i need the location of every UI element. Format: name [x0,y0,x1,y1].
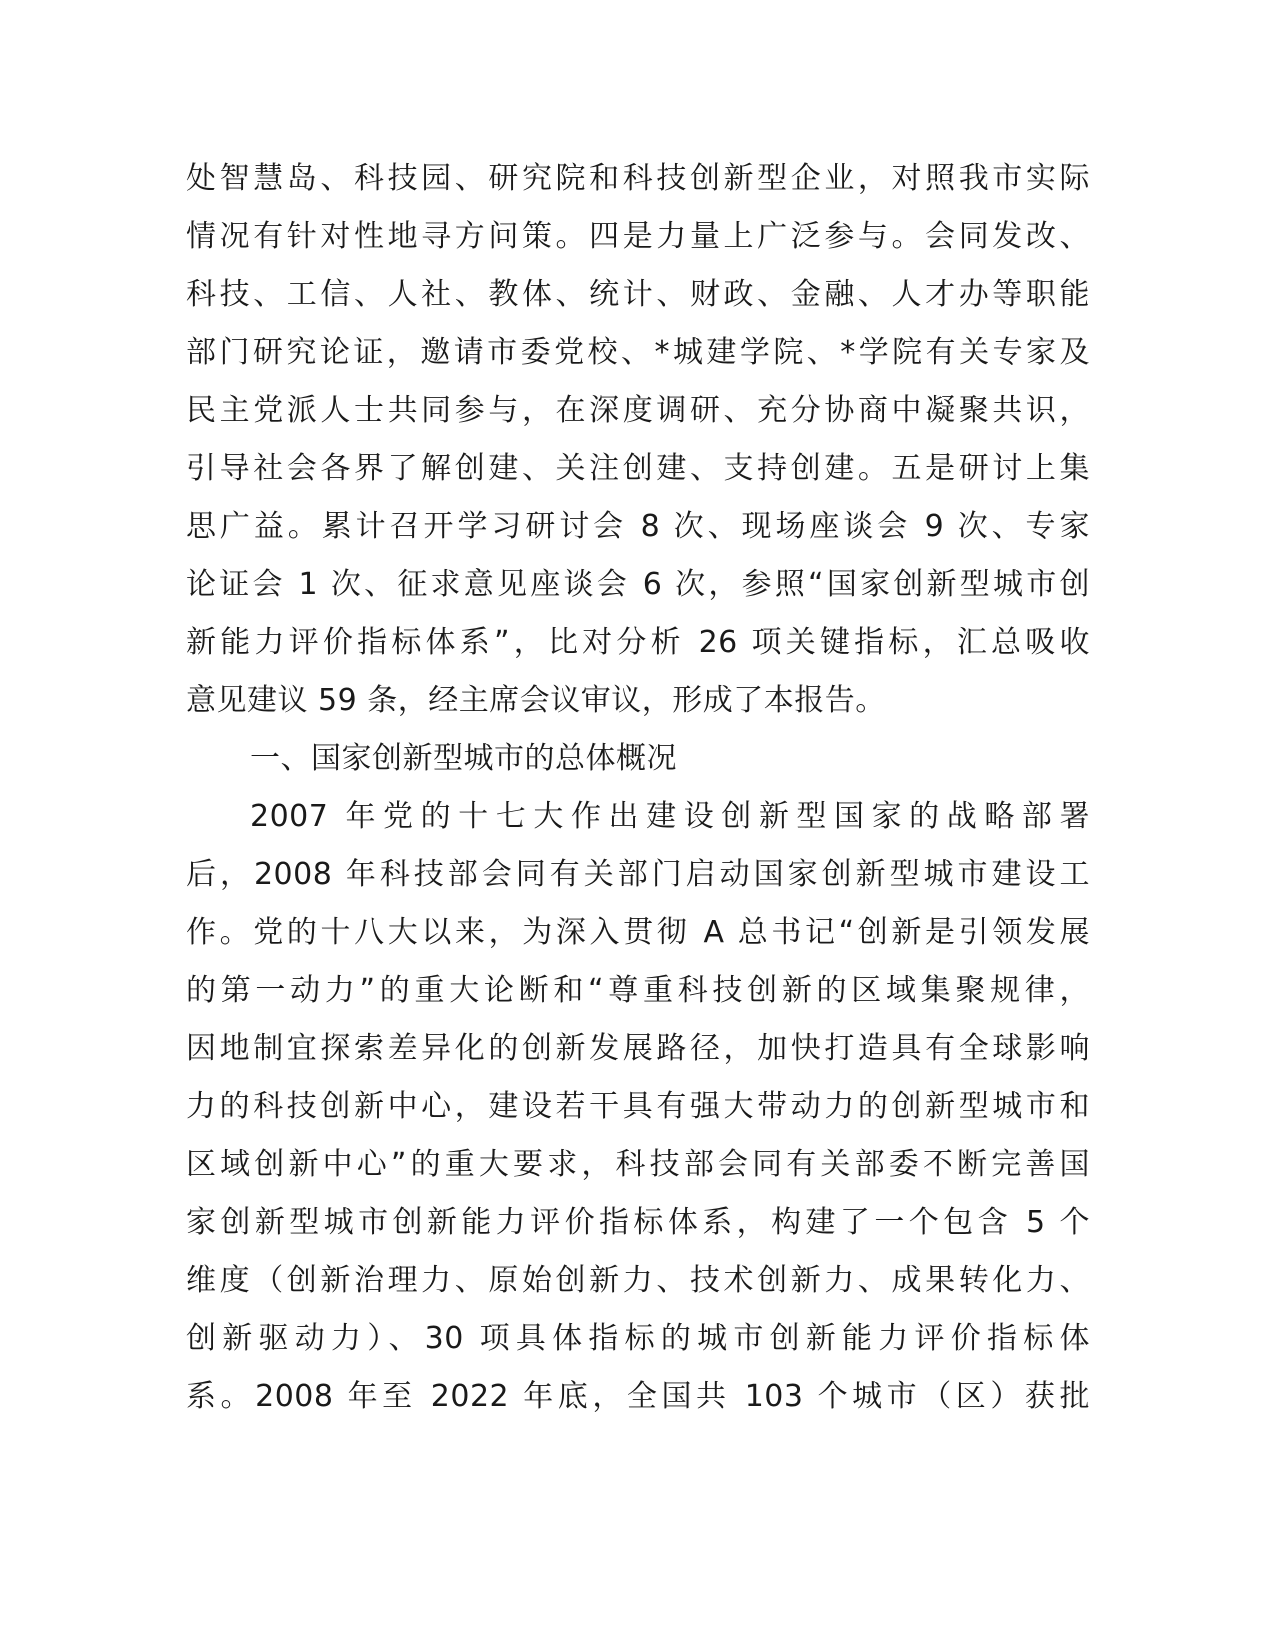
document-body [186,150,1090,1426]
section-heading: 一、国家创新型城市的总体概况 [250,741,677,776]
text-line: 创新驱动力）、30 项具体指标的城市创新能力评价指标体 [186,1321,1090,1356]
text-line: 民主党派人士共同参与，在深度调研、充分协商中凝聚共识， [186,393,1090,428]
text-line: 意见建议 59 条，经主席会议审议，形成了本报告。 [186,683,886,718]
text-line: 新能力评价指标体系”，比对分析 26 项关键指标，汇总吸收 [186,625,1090,660]
text-line: 的第一动力”的重大论断和“尊重科技创新的区域集聚规律， [186,973,1090,1008]
text-line: 力的科技创新中心，建设若干具有强大带动力的创新型城市和 [186,1089,1090,1124]
text-line: 科技、工信、人社、教体、统计、财政、金融、人才办等职能 [186,277,1090,312]
text-line: 后，2008 年科技部会同有关部门启动国家创新型城市建设工 [186,857,1090,892]
text-line: 2007 年党的十七大作出建设创新型国家的战略部署 [250,799,1090,834]
text-line: 系。2008 年至 2022 年底，全国共 103 个城市（区）获批 [186,1379,1090,1414]
text-line: 维度（创新治理力、原始创新力、技术创新力、成果转化力、 [186,1263,1090,1298]
paragraph-methods [186,150,1090,730]
text-line: 处智慧岛、科技园、研究院和科技创新型企业，对照我市实际 [186,161,1090,196]
text-line: 论证会 1 次、征求意见座谈会 6 次，参照“国家创新型城市创 [186,567,1090,602]
text-line: 情况有针对性地寻方问策。四是力量上广泛参与。会同发改、 [186,219,1090,254]
text-line: 区域创新中心”的重大要求，科技部会同有关部委不断完善国 [186,1147,1090,1182]
text-line: 作。党的十八大以来，为深入贯彻 A 总书记“创新是引领发展 [186,915,1090,950]
text-line: 家创新型城市创新能力评价指标体系，构建了一个包含 5 个 [186,1205,1090,1240]
paragraph-overview [186,788,1090,1426]
text-line: 思广益。累计召开学习研讨会 8 次、现场座谈会 9 次、专家 [186,509,1090,544]
text-line: 引导社会各界了解创建、关注创建、支持创建。五是研讨上集 [186,451,1090,486]
text-line: 因地制宜探索差异化的创新发展路径，加快打造具有全球影响 [186,1031,1090,1066]
text-line: 部门研究论证，邀请市委党校、*城建学院、*学院有关专家及 [186,335,1090,370]
